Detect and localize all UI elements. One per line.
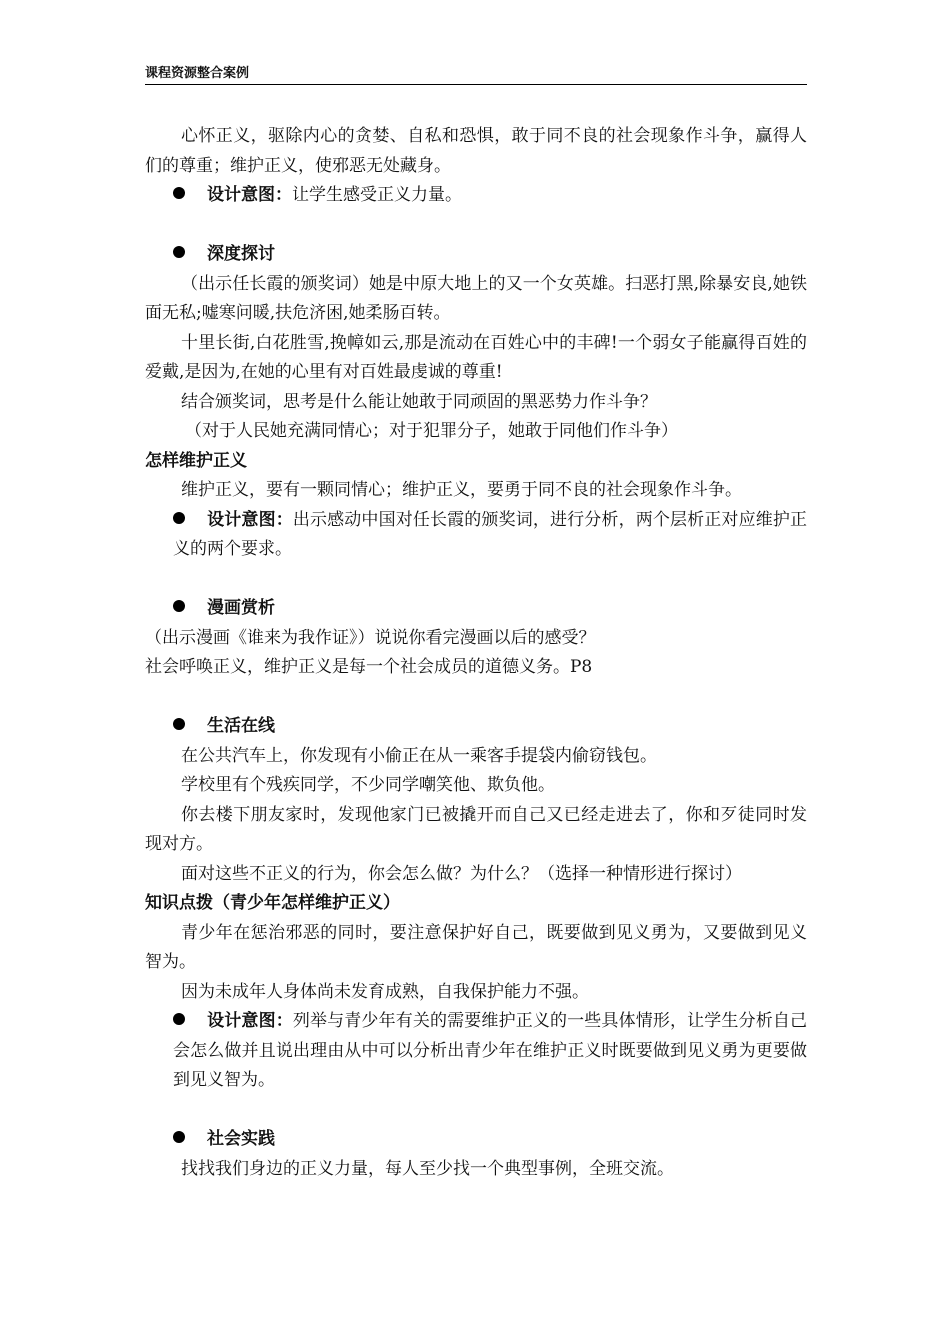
paragraph: 青少年在惩治邪恶的同时，要注意保护好自己，既要做到见义勇为，又要做到见义智为。: [145, 922, 807, 972]
design-text: 列举与青少年有关的需要维护正义的一些具体情形，让学生分析自己会怎么做并且说出理由从中可以分析出青少年在维护正义时既要做到见义勇为更要做到见义智为。: [173, 1011, 808, 1090]
paragraph: 心怀正义，驱除内心的贪婪、自私和恐惧，敢于同不良的社会现象作斗争，赢得人们的尊重；维护正义，使邪恶无处藏身。: [145, 126, 807, 176]
paragraph: 面对这些不正义的行为，你会怎么做？为什么？（选择一种情形进行探讨）: [181, 863, 742, 884]
design-text: 出示感动中国对任长霞的颁奖词，进行分析，两个层析正对应维护正义的两个要求。: [173, 509, 808, 559]
document-body: [145, 122, 807, 1184]
paragraph: 在公共汽车上，你发现有小偷正在从一乘客手提袋内偷窃钱包。: [181, 745, 657, 766]
section-heading-comic: [145, 594, 807, 624]
paragraph: 学校里有个残疾同学，不少同学嘲笑他、欺负他。: [181, 775, 555, 795]
design-label: 设计意图：: [207, 509, 293, 530]
design-text: 让学生感受正义力量。: [292, 185, 462, 205]
paragraph: 结合颁奖词，思考是什么能让她敢于同顽固的黑恶势力作斗争？: [181, 391, 657, 412]
design-intent-2: [145, 506, 807, 565]
bullet-icon: [173, 1131, 185, 1143]
section-heading-deep-discussion: [145, 240, 807, 270]
paragraph: 因为未成年人身体尚未发育成熟，自我保护能力不强。: [181, 981, 589, 1002]
section-title: 生活在线: [207, 716, 275, 736]
bullet-icon: [173, 718, 185, 730]
section-heading-social-practice: [145, 1125, 807, 1155]
paragraph: 社会呼唤正义，维护正义是每一个社会成员的道德义务。P8: [145, 657, 593, 677]
paragraph: 维护正义，要有一颗同情心；维护正义，要勇于同不良的社会现象作斗争。: [181, 480, 742, 500]
paragraph: 十里长街,白花胜雪,挽幛如云,那是流动在百姓心中的丰碑!一个弱女子能赢得百姓的爱戴,是因为,在她的心里有对百姓最虔诚的尊重!: [145, 332, 807, 382]
design-label: 设计意图：: [207, 1011, 293, 1031]
bullet-icon: [173, 600, 185, 612]
section-title: 社会实践: [207, 1129, 275, 1149]
section-title: 漫画赏析: [207, 598, 275, 618]
section-title: 深度探讨: [207, 244, 275, 264]
bullet-icon: [173, 187, 185, 199]
paragraph: （出示任长霞的颁奖词）她是中原大地上的又一个女英雄。扫恶打黑,除暴安良,她铁面无私;嘘寒问暖,扶危济困,她柔肠百转。: [145, 273, 807, 323]
design-intent-3: [145, 1007, 807, 1096]
bullet-icon: [173, 1013, 185, 1025]
paragraph: （对于人民她充满同情心；对于犯罪分子，她敢于同他们作斗争）: [185, 421, 678, 441]
paragraph: 你去楼下朋友家时，发现他家门已被撬开而自己又已经走进去了，你和歹徒同时发现对方。: [145, 804, 807, 854]
heading-how-to-maintain-justice: 怎样维护正义: [145, 450, 247, 471]
bullet-icon: [173, 246, 185, 258]
heading-knowledge-tips: 知识点拨（青少年怎样维护正义）: [145, 893, 400, 913]
paragraph: 找找我们身边的正义力量，每人至少找一个典型事例，全班交流。: [181, 1158, 674, 1179]
bullet-icon: [173, 512, 185, 524]
design-intent-1: [145, 181, 807, 211]
section-heading-life-online: [145, 712, 807, 742]
paragraph: （出示漫画《谁来为我作证》）说说你看完漫画以后的感受？: [145, 627, 596, 648]
running-header: 课程资源整合案例: [145, 66, 807, 85]
design-label: 设计意图：: [207, 185, 292, 205]
